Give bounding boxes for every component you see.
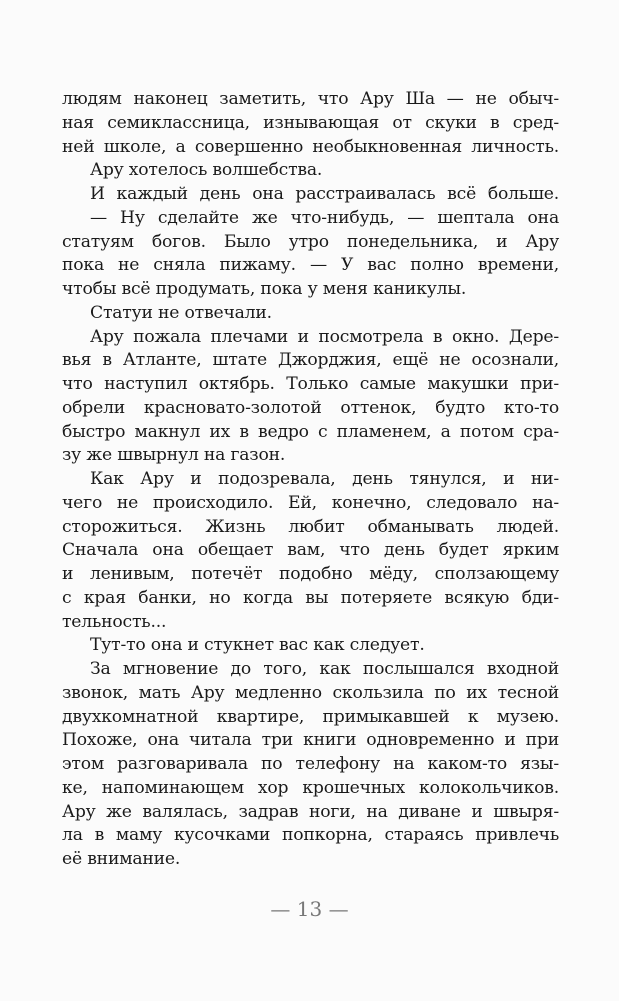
text-line: ке, напоминающем хор крошечных колокольчиков. [62,777,559,798]
text-line: с края банки, но когда вы потеряете всякую бди- [62,587,559,608]
text-line: чего не происходило. Ей, конечно, следовало на- [62,492,559,513]
text-line: Ару же валялась, задрав ноги, на диване и швыря- [62,801,559,822]
text-line: ней школе, а совершенно необыкновенная личность. [62,136,559,157]
text-line: Тут-то она и стукнет вас как следует. [90,635,425,656]
text-line: этом разговаривала по телефону на каком-то язы- [62,754,559,774]
text-line: Ару хотелось волшебства. [90,160,323,181]
text-line: чтобы всё продумать, пока у меня каникулы. [62,279,467,299]
text-line: — Ну сделайте же что-нибудь, — шептала она [90,207,559,228]
text-line: двухкомнатной квартире, примыкавшей к музею. [62,706,559,727]
text-line: Сначала она обещает вам, что день будет ярким [62,540,559,561]
text-line: её внимание. [62,849,181,869]
text-line: людям наконец заметить, что Ару Ша — не обыч- [62,89,559,109]
text-line: быстро макнул их в ведро с пламенем, а потом сра- [62,421,559,442]
text-line: сторожиться. Жизнь любит обманывать людей. [62,516,559,537]
page-number: — 13 — [270,897,349,921]
text-line: Похоже, она читала три книги одновременно и при [62,730,559,751]
text-line: Ару пожала плечами и посмотрела в окно. Дере- [90,326,559,347]
text-line: За мгновение до того, как послышался входной [90,659,559,679]
text-line: вья в Атланте, штате Джорджия, ещё не осознали, [62,350,559,371]
text-line: ла в маму кусочками попкорна, стараясь привлечь [62,825,559,846]
text-line: ная семиклассница, изнывающая от скуки в сред- [62,112,559,133]
text-line: Как Ару и подозревала, день тянулся, и ни- [90,469,559,489]
text-line: пока не сняла пижаму. — У вас полно времени, [62,255,559,276]
text-line: и ленивым, потечёт подобно мёду, сползающему [62,564,559,584]
text-line: тельность... [62,611,167,632]
text-line: обрели красновато-золотой оттенок, будто кто-то [62,397,559,418]
text-line: статуям богов. Было утро понедельника, и Ару [62,231,559,252]
text-line: что наступил октябрь. Только самые макушки при- [62,374,559,394]
body-text [62,88,559,872]
text-line: зу же швырнул на газон. [62,445,286,466]
text-line: звонок, мать Ару медленно скользила по их тесной [62,682,559,703]
text-line: И каждый день она расстраивалась всё больше. [90,184,559,204]
text-line: Статуи не отвечали. [90,302,272,323]
